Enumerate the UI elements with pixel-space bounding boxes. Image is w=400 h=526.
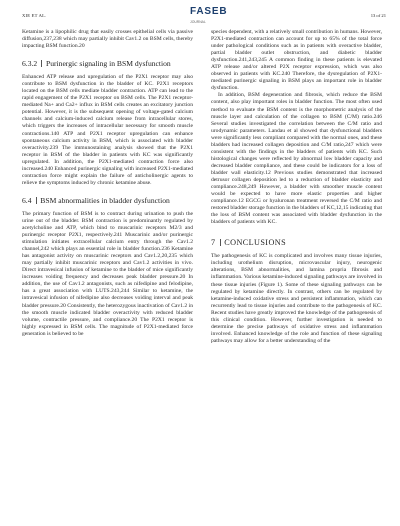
- heading-divider: [220, 239, 221, 246]
- running-head-authors: XIE ET AL.: [22, 13, 47, 18]
- paragraph: The primary function of BSM is to contract during urination to push the urine out of the bladder. BSM contraction is predominantly regulated by acetylcholine and ATP, which bind to muscarinic receptors M2/3 and purinergic receptor P2X1, respectively.241 Muscarinic and/or purinergic stimulation initiates extracellular calcium entry through the Cav1.2 channel,242 which plays an essential role in bladder function.236 Ketamine has antagonist activity on muscarinic receptors and Cav1.2,20,235 which may partially inhibit muscarinic receptors and Cav1.2 activities in vivo. Direct intravesical infusion of ketamine to the bladder of mice significantly increases voiding frequency and decreases peak bladder pressure.20 In addition, the use of Cav1.2 antagonists, such as nifedipine and felodipine, has a great association with LUTS.243,244 Similar to ketamine, the intravesical infusion of nifedipine also decreases voiding interval and peak bladder pressure.20 Consistently, the heterozygous inactivation of Cav1.2 in the smooth muscle indicated bladder overactivity with reduced bladder volume, contractile pressure, and compliance.20 The P2X1 receptor is highly expressed in BSM cells. The magnitude of P2X1-mediated force generation is believed to be: [22, 210, 193, 337]
- paragraph: In addition, BSM degeneration and fibrosis, which reduce the BSM content, also play important roles in bladder function. The most often used method to evaluate the BSM content is the morphometric analysis of the muscle layer and calculation of the collagen to BSM (C/M) ratio.246 Several studies investigated the correlation between the C/M ratio and urodynamic parameters. Landau et al showed that dysfunctional bladders were significantly less compliant compared with the normal ones, and these bladders had increased collagen deposition and C/M ratio,247 which were consistent with the findings in the bladders of patients with KC. Such histological changes were reflected by abnormal low bladder capacity and decreased bladder compliance, and these could be indicators for a loss of bladder wall elasticity.12 Previous studies demonstrated that increased detrusor collagen deposition led to a reduction of bladder elasticity and compliance.248,249 However, a bladder with smoother muscle content would be expected to have more elastic properties and higher compliance.12 EGCG or hyaluronan treatment reversed the C/M ratio and restored bladder storage function in the bladders of KC,12,15 indicating that the loss of BSM content was associated with bladder dysfunction in the bladders of patients with KC.: [211, 92, 382, 226]
- section-heading: [22, 59, 193, 68]
- section-number: 7: [211, 238, 216, 248]
- heading-divider: [36, 197, 37, 204]
- paragraph: Enhanced ATP release and upregulation of the P2X1 receptor may also contribute to BSM dysfunction in the bladder of KC. P2X1 receptors located on the BSM cells mediate bladder contraction. ATP can lead to the rapid engagement of the P2X1 receptor on BSM cells. The P2X1 receptor-mediated Na+ and Ca2+ influx in BSM cells creates an excitatory junction potential. However, it is the subsequent opening of voltage-gated calcium channels and calcium-induced calcium release from intracellular stores, which triggers the increases of intracellular necessary for smooth muscle contractions.140 ATP and P2X1 receptor upregulation can enhance spontaneous calcium activity in BSM, which is associated with bladder overactivity.239 The immunostaining analysis showed that the P2X1 receptor in BSM of the bladder in patients with KC was significantly upregulated. In addition, the P2X1-mediated contraction force also increased.240 Enhanced purinergic signaling with increased P2X1-mediated contraction force might explain the failure of anticholinergic agents to relieve the symptoms induced by chronic ketamine abuse.: [22, 74, 193, 186]
- section-heading: [211, 238, 382, 247]
- section-title: CONCLUSIONS: [224, 238, 287, 248]
- heading-divider: [41, 60, 42, 67]
- section-number: 6.4: [22, 195, 32, 205]
- journal-logo: [190, 6, 310, 24]
- paragraph: species dependent, with a relatively small contribution in humans. However, P2X1-mediated contraction can account for up to 65% of the total force under pathological conditions such as in patients with overactive bladder, partial bladder outlet obstruction, and diabetic bladder dysfunction.241,243,245 A common finding in these patients is elevated ATP release and/or altered P2X receptor expression, which was also observed in patients with KC.240 Therefore, the dysregulation of P2X1-mediated purinergic signaling in BSM plays an important role in bladder dysfunction.: [211, 29, 382, 92]
- page-number: 13 of 21: [370, 13, 386, 18]
- paragraph: Ketamine is a lipophilic drug that easily crosses epithelial cells via passive diffusion,237,238 which may partially inhibit Cav1.2 on BSM cells, thereby impacting BSM function.20: [22, 29, 193, 50]
- paragraph: The pathogenesis of KC is complicated and involves many tissue injuries, including urothelium disruption, microvascular injury, neurogenic alterations, BSM abnormalities, and lamina propria fibrosis and inflammation. Various ketamine-induced signaling pathways are involved in these tissue injuries (Figure 1). Some of these signaling pathways can be regulated by ketamine directly. In contrast, others can be regulated by ketamine-induced oxidative stress and persistent inflammation, which can recurrently lead to tissue injuries and contribute to the pathogenesis of KC. Recent studies have greatly improved the knowledge of the pathogenesis of this clinical condition. However, further investigation is needed to determine the precise pathways of oxidative stress and inflammation involved. Enhanced knowledge of the role and function of these signaling pathways may allow for a better understanding of the: [211, 253, 382, 344]
- section-heading: [22, 196, 193, 205]
- journal-subtitle: JOURNAL: [190, 20, 206, 24]
- section-number: 6.3.2: [22, 59, 38, 69]
- left-column: [22, 29, 193, 338]
- page-header: [22, 8, 386, 22]
- journal-name: FASEB: [190, 6, 228, 17]
- right-column: [211, 29, 382, 345]
- section-title: BSM abnormalities in bladder dysfunction: [40, 195, 170, 205]
- section-title: Purinergic signaling in BSM dysfunction: [45, 59, 171, 69]
